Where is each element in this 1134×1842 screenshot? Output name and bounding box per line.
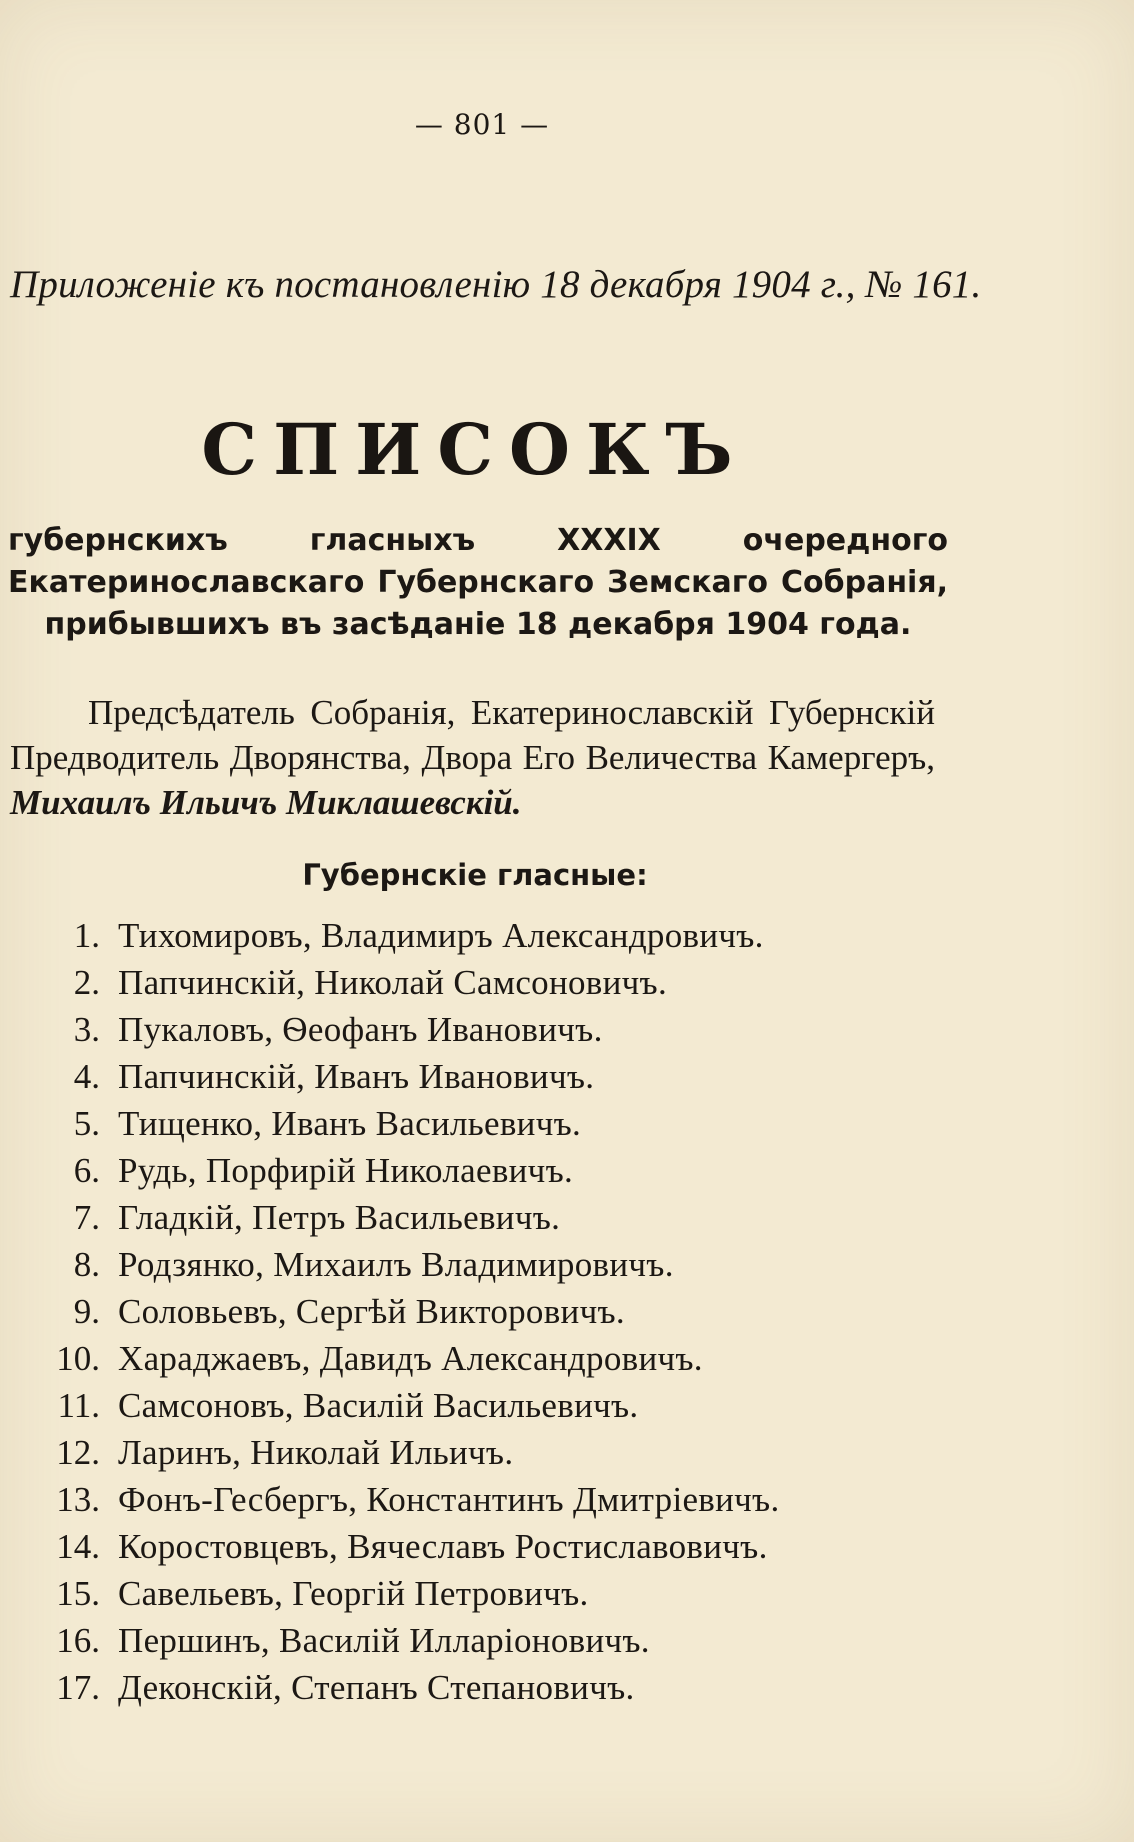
list-item: [40, 1664, 900, 1711]
list-item: [40, 1194, 900, 1241]
list-item: [40, 1006, 900, 1053]
list-item-number: 3.: [73, 1010, 100, 1049]
list-item-name: Тищенко, Иванъ Васильевичъ.: [118, 1104, 582, 1143]
page-number: — 801 —: [414, 108, 550, 141]
list-item-name: Коростовцевъ, Вячеславъ Ростиславовичъ.: [118, 1527, 768, 1566]
list-item-name: Соловьевъ, Сергѣй Викторовичъ.: [118, 1292, 625, 1331]
list-item: [40, 1053, 900, 1100]
list-item-name: Гладкiй, Петръ Васильевичъ.: [118, 1198, 561, 1237]
list-item-number: 16.: [56, 1621, 100, 1660]
list-item-number: 17.: [56, 1668, 100, 1707]
list-item-number: 4.: [73, 1057, 100, 1096]
list-item: [40, 1617, 900, 1664]
list-item: [40, 1429, 900, 1476]
list-item: [40, 1147, 900, 1194]
list-item: [40, 1335, 900, 1382]
list-item: [40, 959, 900, 1006]
list-item-number: 7.: [73, 1198, 100, 1237]
list-item-number: 10.: [56, 1339, 100, 1378]
list-item: [40, 1570, 900, 1617]
list-item: [40, 1523, 900, 1570]
chairman-text: Предсѣдатель Собранiя, Екатеринославскiй Губернскiй Предводитель Дворянства, Двора Его Величества Камергеръ,: [10, 693, 935, 777]
list-item-number: 9.: [73, 1292, 100, 1331]
list-item-name: Деконскiй, Степанъ Степановичъ.: [118, 1668, 635, 1707]
list-item-name: Папчинскiй, Иванъ Ивановичъ.: [118, 1057, 595, 1096]
list-item-name: Рудь, Порфирiй Николаевичъ.: [118, 1151, 574, 1190]
list-item-number: 8.: [73, 1245, 100, 1284]
document-subtitle: губернскихъ гласныхъ XXXIX очередного Екатеринославскаго Губернскаго Земскаго Собранiя, прибывшихъ въ засѣданiе 18 декабря 1904 года.: [8, 523, 948, 642]
list-item: [40, 1476, 900, 1523]
list-item-number: 14.: [56, 1527, 100, 1566]
list-item-name: Пукаловъ, Ѳеофанъ Ивановичъ.: [118, 1010, 603, 1049]
appendix-reference: Приложенiе къ постановленiю 18 декабря 1904 г., № 161.: [10, 263, 982, 306]
chairman-name: Михаилъ Ильичъ Миклашевскiй.: [10, 783, 522, 822]
list-item-name: Родзянко, Михаилъ Владимировичъ.: [118, 1245, 674, 1284]
list-item-name: Хараджаевъ, Давидъ Александровичъ.: [118, 1339, 703, 1378]
list-item: [40, 1100, 900, 1147]
list-item-name: Першинъ, Василiй Илларiоновичъ.: [118, 1621, 650, 1660]
list-item: [40, 1288, 900, 1335]
list-item-name: Савельевъ, Георгiй Петровичъ.: [118, 1574, 589, 1613]
list-item-number: 5.: [73, 1104, 100, 1143]
list-item-name: Папчинскiй, Николай Самсоновичъ.: [118, 963, 667, 1002]
list-item: [40, 1382, 900, 1429]
list-item: [40, 1241, 900, 1288]
list-item-number: 13.: [56, 1480, 100, 1519]
list-item-number: 11.: [57, 1386, 100, 1425]
list-item-name: Ларинъ, Николай Ильичъ.: [118, 1433, 514, 1472]
list-item-number: 1.: [73, 916, 100, 955]
members-list: [40, 912, 900, 1711]
list-item-number: 2.: [73, 963, 100, 1002]
list-item-number: 6.: [73, 1151, 100, 1190]
list-item: [40, 912, 900, 959]
section-heading: Губернскiе гласные:: [302, 858, 648, 892]
list-item-number: 12.: [56, 1433, 100, 1472]
document-title: СПИСОКЪ: [201, 408, 749, 491]
chairman-paragraph: [10, 690, 935, 825]
list-item-number: 15.: [56, 1574, 100, 1613]
list-item-name: Фонъ-Гесбергъ, Константинъ Дмитрiевичъ.: [118, 1480, 780, 1519]
list-item-name: Самсоновъ, Василiй Васильевичъ.: [118, 1386, 639, 1425]
list-item-name: Тихомировъ, Владимиръ Александровичъ.: [118, 916, 764, 955]
